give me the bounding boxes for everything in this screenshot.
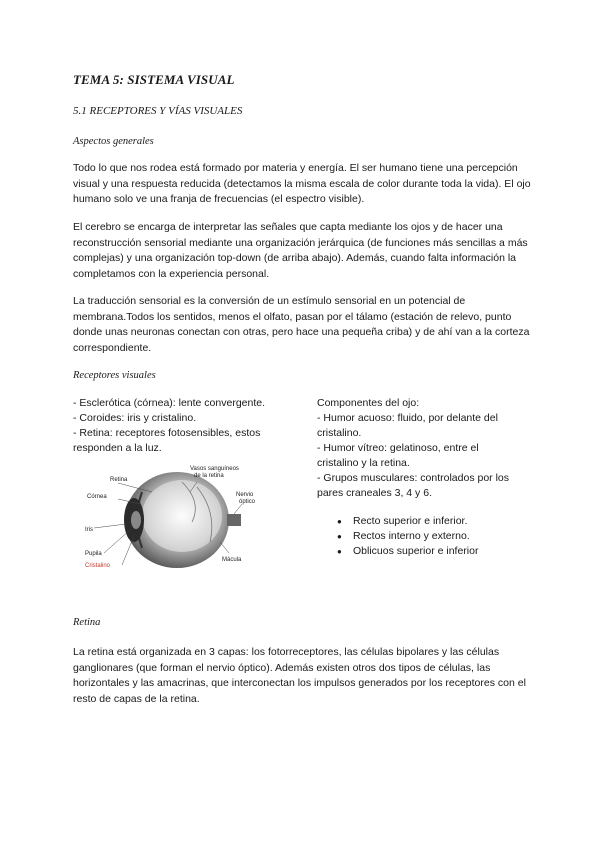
label-vessels-1: Vasos sanguíneos	[190, 466, 239, 472]
subsection-general: Aspectos generales	[73, 136, 154, 147]
subsection-receptors: Receptores visuales	[73, 370, 156, 381]
eye-layers-list	[73, 396, 303, 456]
label-pupila: Pupila	[85, 551, 102, 557]
paragraph-4: La retina está organizada en 3 capas: los fotorreceptores, las células bipolares y las células ganglionares (que forman el nervio óptico). Además existen otros dos tipos de células, las horizontales y las amacrinas, que interconectan los impulsos generados por los receptores con el resto de capas de la retina.	[73, 646, 526, 705]
label-cristalino: Cristalino	[85, 563, 111, 569]
eye-anatomy-figure	[82, 462, 272, 582]
eye-components-list	[317, 396, 542, 501]
bullet-item: ● Rectos interno y externo.	[337, 529, 478, 544]
paragraph-3: La traducción sensorial es la conversión de un estímulo sensorial en un potencial de membrana.Todos los sentidos, menos el olfato, pasan por el tálamo (estación de relevo, punto donde unas neuronas conectan con otras, pero hace una pequeña criba) y de ahí van a la corteza correspondiente.	[73, 295, 530, 354]
list-item: pares craneales 3, 4 y 6.	[317, 487, 432, 499]
label-retina: Retina	[110, 477, 128, 483]
paragraph-2: El cerebro se encarga de interpretar las señales que capta mediante los ojos y de hacer una reconstrucción sensorial mediante una organización jerárquica (de funciones más sencillas a más complejas) y una organización top-down (de arriba abajo). Además, cuando falta información la completamos con la experiencia personal.	[73, 221, 528, 280]
optic-nerve-shape	[227, 514, 241, 526]
paragraph-1: Todo lo que nos rodea está formado por materia y energía. El ser humano tiene una percepción visual y una respuesta reducida (detectamos la misma escala de color durante toda la vida). El ojo humano solo ve una franja de frecuencias (el espectro visible).	[73, 162, 531, 205]
list-item: - Grupos musculares: controlados por los	[317, 472, 509, 484]
label-cornea: Córnea	[87, 494, 107, 500]
bullet-item: ● Recto superior e inferior.	[337, 514, 478, 529]
list-item: cristalino.	[317, 427, 362, 439]
label-iris: Iris	[85, 527, 93, 533]
list-item: - Retina: receptores fotosensibles, estos	[73, 427, 261, 439]
label-vessels-2: de la retina	[194, 473, 224, 479]
page-title: TEMA 5: SISTEMA VISUAL	[73, 72, 235, 87]
list-item: cristalino y la retina.	[317, 457, 410, 469]
bullet-item: ● Oblicuos superior e inferior	[337, 544, 478, 559]
list-item: responden a la luz.	[73, 442, 162, 454]
list-item: - Humor vítreo: gelatinoso, entre el	[317, 442, 479, 454]
label-nerve-2: óptico	[239, 499, 256, 505]
muscle-bullet-list	[337, 514, 478, 559]
subsection-retina: Retina	[73, 617, 101, 628]
list-item: - Esclerótica (córnea): lente convergente.	[73, 397, 266, 409]
label-macula: Mácula	[222, 557, 242, 563]
label-nerve-1: Nervio	[236, 492, 254, 498]
section-heading: 5.1 RECEPTORES Y VÍAS VISUALES	[73, 105, 243, 117]
lens-shape	[131, 511, 141, 529]
list-item: - Humor acuoso: fluido, por delante del	[317, 412, 498, 424]
list-item: - Coroides: iris y cristalino.	[73, 412, 197, 424]
list-item: Componentes del ojo:	[317, 397, 420, 409]
